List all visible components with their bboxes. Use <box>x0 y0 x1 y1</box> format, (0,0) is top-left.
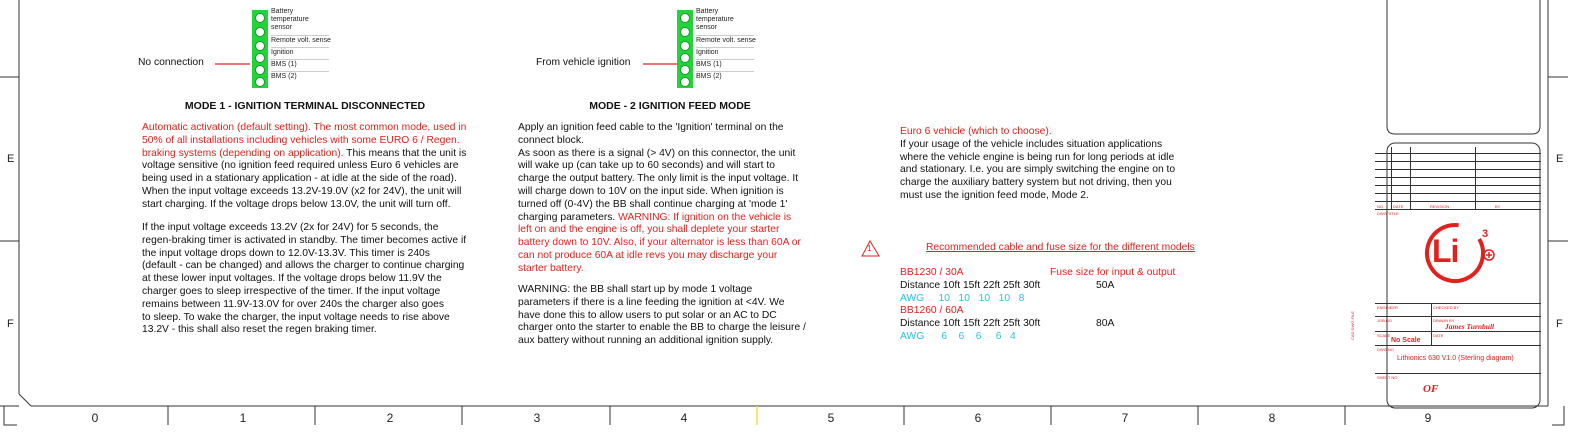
terminal-dot <box>255 77 265 87</box>
side-label: CAD DWG FILE <box>1350 311 1355 340</box>
col-label-2: 2 <box>386 411 394 425</box>
col-label-0: 0 <box>91 411 99 425</box>
grid-line <box>1375 193 1541 194</box>
row-label-e-right: E <box>1556 153 1564 165</box>
mode1-p2-line: at these lower input voltages. If the voltage drops below 11.9V the <box>142 273 442 285</box>
terminal-dot <box>255 27 265 37</box>
grid-line <box>1375 331 1541 332</box>
terminal-label-remote-volt: Remote volt. sense <box>271 37 331 44</box>
fuse-value: 80A <box>1096 318 1115 329</box>
grid-line <box>1375 161 1541 162</box>
grid-line <box>1431 303 1432 345</box>
awg-row: AWG 6 6 6 6 4 <box>900 330 1016 342</box>
mode1-heading: MODE 1 - IGNITION TERMINAL DISCONNECTED <box>184 100 426 112</box>
grid-line <box>1391 147 1392 209</box>
label-revision: REVISION <box>1430 204 1450 209</box>
grid-line <box>1375 345 1541 346</box>
mode2-p2-line: parameters if there is a line feeding the ignition at <4V. We <box>518 296 785 308</box>
label-by: BY <box>1495 204 1501 209</box>
mode1-connection-label: No connection <box>138 57 204 68</box>
label-dwg-no: DWG NO <box>1377 347 1394 352</box>
mode2-body <box>518 122 818 276</box>
euro6-line: If your usage of the vehicle includes situation applications <box>900 138 1163 150</box>
mode2-p2-line: aux battery without running an additional ignition supply. <box>518 335 774 347</box>
euro6-line: charge the auxiliary battery system but not driving, then you <box>900 177 1172 189</box>
label-no: NO. <box>1377 204 1385 209</box>
grid-line <box>1375 169 1541 170</box>
terminal-divider <box>271 35 329 36</box>
mode2-red-line: left on and the engine is off, you shall deplete your starter <box>518 224 780 236</box>
col-label-1: 1 <box>239 411 247 425</box>
terminal-divider <box>696 35 754 36</box>
fuse-value: 50A <box>1096 280 1115 291</box>
awg-row: AWG 10 10 10 10 8 <box>900 292 1025 304</box>
mode1-p2-line: charger goes to sleep irrespective of the timer. If the input voltage <box>142 285 441 297</box>
logo-superscript: 3 <box>1482 228 1489 240</box>
grid-line <box>1375 373 1541 374</box>
mode1-line: being used in a stationary application - at idle at the side of the road). <box>142 173 457 185</box>
mode1-line: voltage sensitive (no ignition feed required unless Euro 6 vehicles are <box>142 160 459 172</box>
mode2-line: Apply an ignition feed cable to the 'Ignition' terminal on the <box>518 122 784 133</box>
terminal-label-battery-temp: Battery temperature sensor <box>271 8 309 31</box>
col-label-3: 3 <box>533 411 541 425</box>
col-label-9: 9 <box>1424 411 1432 425</box>
model-name: BB1260 / 60A <box>900 305 964 317</box>
label-scale: SCALE <box>1377 333 1391 338</box>
scale-value: No Scale <box>1391 337 1421 344</box>
terminal-divider <box>696 47 754 48</box>
col-label-4: 4 <box>680 411 688 425</box>
terminal-label-remote-volt: Remote volt. sense <box>696 37 756 44</box>
terminal-label-bms1: BMS (1) <box>271 61 297 68</box>
mode1-p2-line: 13.2V - this shall also reset the regen braking timer. <box>142 324 377 336</box>
terminal-divider <box>696 71 754 72</box>
terminal-dot <box>680 27 690 37</box>
mode1-paragraph-2 <box>142 222 487 337</box>
label-drawn-by: DRAWN BY <box>1433 318 1455 323</box>
mode1-p2-line: regen-braking timer is activated in standby. The timer becomes active if <box>142 234 467 246</box>
terminal-divider <box>271 59 329 60</box>
grid-line <box>1375 316 1541 317</box>
drawn-by-value: James Turnbull <box>1445 322 1495 331</box>
model-name: BB1230 / 30A <box>900 267 964 278</box>
grid-line <box>1375 209 1541 210</box>
terminal-label-battery-temp: Battery temperature sensor <box>696 8 734 31</box>
grid-line <box>1375 185 1541 186</box>
terminal-dot <box>680 65 690 75</box>
grid-line <box>1410 147 1411 209</box>
mode2-paragraph-2 <box>518 284 818 348</box>
mode2-line: will wake up (can take up to 60 seconds) and will start to <box>518 160 775 172</box>
logo-text: Li <box>1432 233 1459 269</box>
terminal-dot <box>680 77 690 87</box>
terminal-label-bms2: BMS (2) <box>696 73 722 80</box>
euro6-title: Euro 6 vehicle (which to choose). <box>900 126 1052 137</box>
terminal-dot <box>255 41 265 51</box>
mode1-p2-line: remains between 11.9V-13.0V for over 240s the charger also goes <box>142 298 445 310</box>
mode1-black-tail: This means that the unit is <box>343 147 467 159</box>
mode1-line: start charging. If the voltage drops below 13.0V, the unit will turn off. <box>142 198 451 210</box>
terminal-label-ignition: Ignition <box>271 49 294 56</box>
grid-line <box>1375 303 1541 304</box>
col-label-5: 5 <box>827 411 835 425</box>
mode2-line: As soon as there is a signal (> 4V) on this connector, the unit <box>518 147 796 159</box>
label-dwg-title: DWG TITLE <box>1377 211 1399 216</box>
terminal-dot <box>680 41 690 51</box>
mode2-warning-start: WARNING: If ignition on the vehicle is <box>618 211 792 223</box>
distance-row: Distance 10ft 15ft 22ft 25ft 30ft <box>900 279 1041 291</box>
fuse-heading: Fuse size for input & output <box>1050 267 1176 278</box>
mode2-red-line: battery down to 10V. Also, if your alternator is less than 60A or <box>518 237 801 249</box>
terminal-divider <box>271 47 329 48</box>
terminal-divider <box>271 71 329 72</box>
mode1-p2-line: the input voltage drops down to 12.0V-13.3V. This timer is 240s <box>142 247 430 259</box>
mode2-connection-label: From vehicle ignition <box>536 57 631 68</box>
mode1-red-line: braking systems (depending on application). <box>142 147 344 159</box>
col-label-6: 6 <box>974 411 982 425</box>
euro6-line: where the vehicle engine is being run for long periods at idle <box>900 151 1175 163</box>
terminal-dot <box>255 13 265 23</box>
euro6-line: and stationary. I.e. you are simply switching the engine on to <box>900 164 1176 176</box>
terminal-block-mode2 <box>677 8 767 88</box>
col-label-8: 8 <box>1268 411 1276 425</box>
label-job-no: JOB NO <box>1377 318 1392 323</box>
label-engineer: ENGINEER <box>1377 305 1398 310</box>
mode2-p2-line: charger onto the starter to enable the BB to charge the leisure / <box>518 322 806 334</box>
row-label-f-left: F <box>7 318 14 330</box>
label-checked-by: CHECKED BY <box>1433 305 1460 310</box>
label-date: DATE <box>1393 204 1404 209</box>
mode1-p2-line: If the input voltage exceeds 13.2V (2x for 24V) for 5 seconds, the <box>142 222 439 233</box>
terminal-divider <box>696 59 754 60</box>
grid-line <box>1375 201 1541 202</box>
euro6-section <box>900 126 1200 203</box>
terminal-label-ignition: Ignition <box>696 49 719 56</box>
mode1-red-line: Automatic activation (default setting). The most common mode, used in <box>142 122 467 133</box>
title-block <box>1375 147 1541 405</box>
mode2-red-line: starter battery. <box>518 262 584 274</box>
terminal-dot <box>680 13 690 23</box>
mode2-mixed-black: charging parameters. <box>518 211 619 223</box>
terminal-block-mode1 <box>252 8 342 88</box>
distance-row: Distance 10ft 15ft 22ft 25ft 30ft <box>900 318 1041 330</box>
mode1-line: When the input voltage exceeds 13.2V-19.0V (x2 for 24V), the unit will <box>142 185 462 197</box>
mode2-line: connect block. <box>518 134 584 146</box>
warning-icon: 1 <box>867 244 872 253</box>
terminal-dot <box>255 53 265 63</box>
cable-table <box>900 267 1100 344</box>
col-label-7: 7 <box>1121 411 1129 425</box>
grid-line <box>1475 147 1476 209</box>
euro6-line: must use the ignition feed mode, Mode 2. <box>900 189 1089 201</box>
terminal-label-bms1: BMS (1) <box>696 61 722 68</box>
grid-line <box>1375 153 1541 154</box>
mode1-p2-line: to sleep. To wake the charger, the input voltage needs to rise above <box>142 311 450 323</box>
terminal-label-bms2: BMS (2) <box>271 73 297 80</box>
label-sheet-no: SHEET NO <box>1377 375 1398 380</box>
mode2-p2-line: WARNING: the BB shall start up by mode 1 voltage <box>518 284 753 295</box>
sheet-value: OF <box>1423 383 1439 395</box>
grid-line <box>1375 177 1541 178</box>
mode2-line: turned off (0-4V) the BB shall continue charging at 'mode 1' <box>518 198 788 210</box>
terminal-dot <box>255 65 265 75</box>
terminal-dot <box>680 53 690 63</box>
mode2-line: charge the output battery. The only limit is the input voltage. It <box>518 173 799 185</box>
mode2-heading: MODE - 2 IGNITION FEED MODE <box>589 100 751 112</box>
row-label-f-right: F <box>1556 318 1563 330</box>
mode2-red-line: can not produce 60A at idle revs you may discharge your <box>518 249 778 261</box>
mode2-line: will charge down to 10V on the input side. When ignition is <box>518 185 784 197</box>
label-date-2: DATE <box>1433 333 1444 338</box>
row-label-e-left: E <box>7 153 15 165</box>
mode1-red-line: 50% of all installations including vehicles with some EURO 6 / Regen. <box>142 134 460 146</box>
drawing-title-value: Lithionics 630 V1.0 (Sterling diagram) <box>1397 355 1514 362</box>
mode2-p2-line: have done this to allow users to put solar or an AC to DC <box>518 309 777 321</box>
mode1-p2-line: (default - can be changed) and allows the charger to continue charging <box>142 260 465 272</box>
mode1-body <box>142 122 487 212</box>
cable-heading: Recommended cable and fuse size for the different models <box>926 242 1195 253</box>
